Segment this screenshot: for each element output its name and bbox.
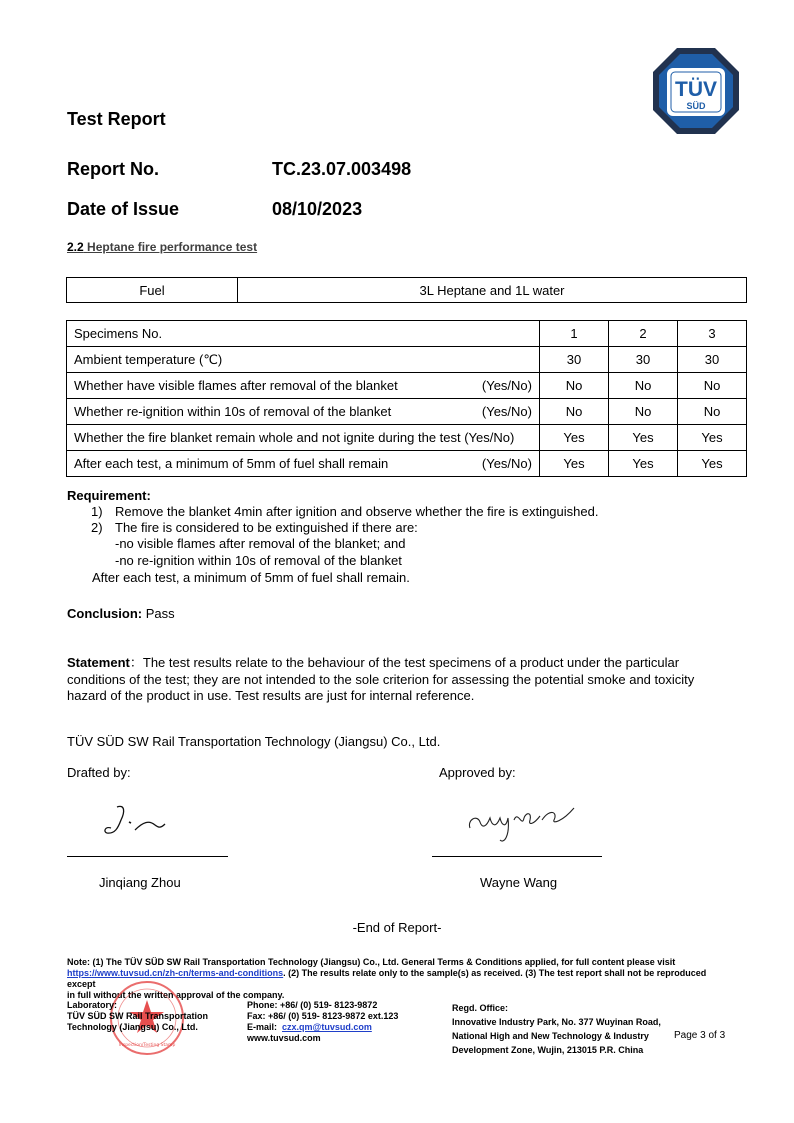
report-no-label: Report No. [67, 159, 159, 179]
company-name: TÜV SÜD SW Rail Transportation Technology (Jiangsu) Co., Ltd. [67, 734, 441, 749]
section-title: Heptane fire performance test [87, 240, 258, 254]
lab-name: TÜV SÜD SW Rail Transportation [67, 1011, 209, 1021]
requirement-block [67, 488, 747, 588]
lab-name: Technology (Jiangsu) Co., Ltd. [67, 1022, 198, 1032]
table-cell: 30 [678, 347, 747, 373]
fax: Fax: +86/ (0) 519- 8123-9872 ext.123 [247, 1011, 399, 1021]
table-cell: 30 [540, 347, 609, 373]
regd-label: Regd. Office: [452, 1003, 509, 1013]
footer-note-line: in full without the written approval of the company. [67, 990, 285, 1000]
regd-office-block [452, 1001, 661, 1057]
website: www.tuvsud.com [247, 1033, 321, 1043]
conclusion [67, 606, 175, 621]
table-row [67, 399, 747, 425]
drafted-by-label: Drafted by: [67, 765, 131, 780]
requirement-note: After each test, a minimum of 5mm of fuel shall remain. [92, 570, 410, 585]
approved-by-label: Approved by: [439, 765, 516, 780]
regd-address: Innovative Industry Park, No. 377 Wuyinan Road, [452, 1017, 661, 1027]
table-cell: No [609, 373, 678, 399]
header-col: 1 [540, 321, 609, 347]
regd-address: Development Zone, Wujin, 213015 P.R. China [452, 1045, 644, 1055]
fuel-label: Fuel [67, 278, 238, 303]
page-number: Page 3 of 3 [674, 1030, 726, 1041]
header-label: Specimens No. [67, 321, 540, 347]
table-cell: Yes [609, 425, 678, 451]
section-number: 2.2 [67, 240, 84, 254]
report-no-value: TC.23.07.003498 [272, 159, 412, 179]
table-header-row [67, 321, 747, 347]
table-cell: Yes [540, 425, 609, 451]
regd-address: National High and New Technology & Industry [452, 1031, 649, 1041]
table-cell: No [540, 399, 609, 425]
statement [67, 655, 737, 705]
requirement-item: The fire is considered to be extinguished if there are: [115, 520, 418, 535]
requirement-item-number: 1) [91, 504, 103, 519]
footer-note-line: . (2) The results relate only to the sample(s) as received. (3) The test report shall not be reproduced except [67, 968, 707, 989]
conclusion-value: Pass [145, 606, 175, 621]
row-label: Ambient temperature (℃) [67, 347, 540, 373]
date-label: Date of Issue [67, 199, 180, 219]
terms-link[interactable]: https://www.tuvsud.cn/zh-cn/terms-and-conditions [67, 968, 284, 978]
row-label: Whether the fire blanket remain whole and not ignite during the test (Yes/No) [67, 425, 540, 451]
header-col: 2 [609, 321, 678, 347]
table-cell: No [540, 373, 609, 399]
statement-line: hazard of the product in use. Test results are just for internal reference. [67, 688, 475, 703]
requirement-subitem: -no visible flames after removal of the blanket; and [115, 536, 406, 551]
row-label: Whether re-ignition within 10s of removal of the blanket (Yes/No) [67, 399, 540, 425]
table-row [67, 347, 747, 373]
requirement-label: Requirement: [67, 488, 151, 503]
date-value: 08/10/2023 [272, 199, 363, 219]
phone: Phone: +86/ (0) 519- 8123-9872 [247, 1000, 378, 1010]
email-link[interactable]: czx.qm@tuvsud.com [282, 1022, 372, 1032]
table-cell: No [609, 399, 678, 425]
contact-block [247, 1000, 398, 1044]
fuel-table [66, 277, 747, 303]
table-row [67, 451, 747, 477]
results-table [66, 320, 747, 477]
logo-text-top: TÜV [675, 78, 717, 101]
stamp-text: Inspection/Testing Stamp [118, 1043, 176, 1048]
approved-signature [462, 790, 587, 845]
requirement-item-number: 2) [91, 520, 103, 535]
requirement-subitem: -no re-ignition within 10s of removal of the blanket [115, 553, 402, 568]
header-col: 3 [678, 321, 747, 347]
statement-label: Statement [67, 655, 130, 670]
lab-label: Laboratory: [67, 1000, 118, 1010]
conclusion-label: Conclusion: [67, 606, 143, 621]
report-title: Test Report [67, 109, 166, 129]
table-cell: No [678, 399, 747, 425]
section-heading [67, 240, 257, 254]
footer-note-line: Note: (1) The TÜV SÜD SW Rail Transportation Technology (Jiangsu) Co., Ltd. General Terms & Conditions applied, for full content please visit [67, 957, 676, 967]
table-cell: Yes [678, 425, 747, 451]
table-cell: Yes [678, 451, 747, 477]
laboratory-block [67, 1000, 208, 1033]
approved-name: Wayne Wang [480, 875, 558, 890]
logo-text-bottom: SÜD [686, 101, 706, 111]
email-label: E-mail: [247, 1022, 278, 1032]
statement-line: The test results relate to the behaviour of the test specimens of a product under the particular [142, 655, 680, 670]
row-label: Whether have visible flames after removal of the blanket (Yes/No) [67, 373, 540, 399]
statement-colon: ： [129, 655, 143, 670]
drafted-signature-line [67, 856, 228, 857]
tuv-sud-logo [651, 46, 741, 136]
table-cell: Yes [609, 451, 678, 477]
table-row [67, 425, 747, 451]
drafted-signature [95, 800, 185, 845]
end-of-report: -End of Report- [352, 920, 442, 935]
table-cell: 30 [609, 347, 678, 373]
requirement-item: Remove the blanket 4min after ignition and observe whether the fire is extinguished. [115, 504, 599, 519]
statement-line: conditions of the test; they are not intended to the sole criterion for assessing the potential smoke and toxicity [67, 671, 695, 687]
row-label: After each test, a minimum of 5mm of fuel shall remain (Yes/No) [67, 451, 540, 477]
table-cell: No [678, 373, 747, 399]
fuel-value: 3L Heptane and 1L water [238, 278, 747, 303]
approved-signature-line [432, 856, 602, 857]
drafted-name: Jinqiang Zhou [99, 875, 181, 890]
table-row [67, 373, 747, 399]
table-cell: Yes [540, 451, 609, 477]
